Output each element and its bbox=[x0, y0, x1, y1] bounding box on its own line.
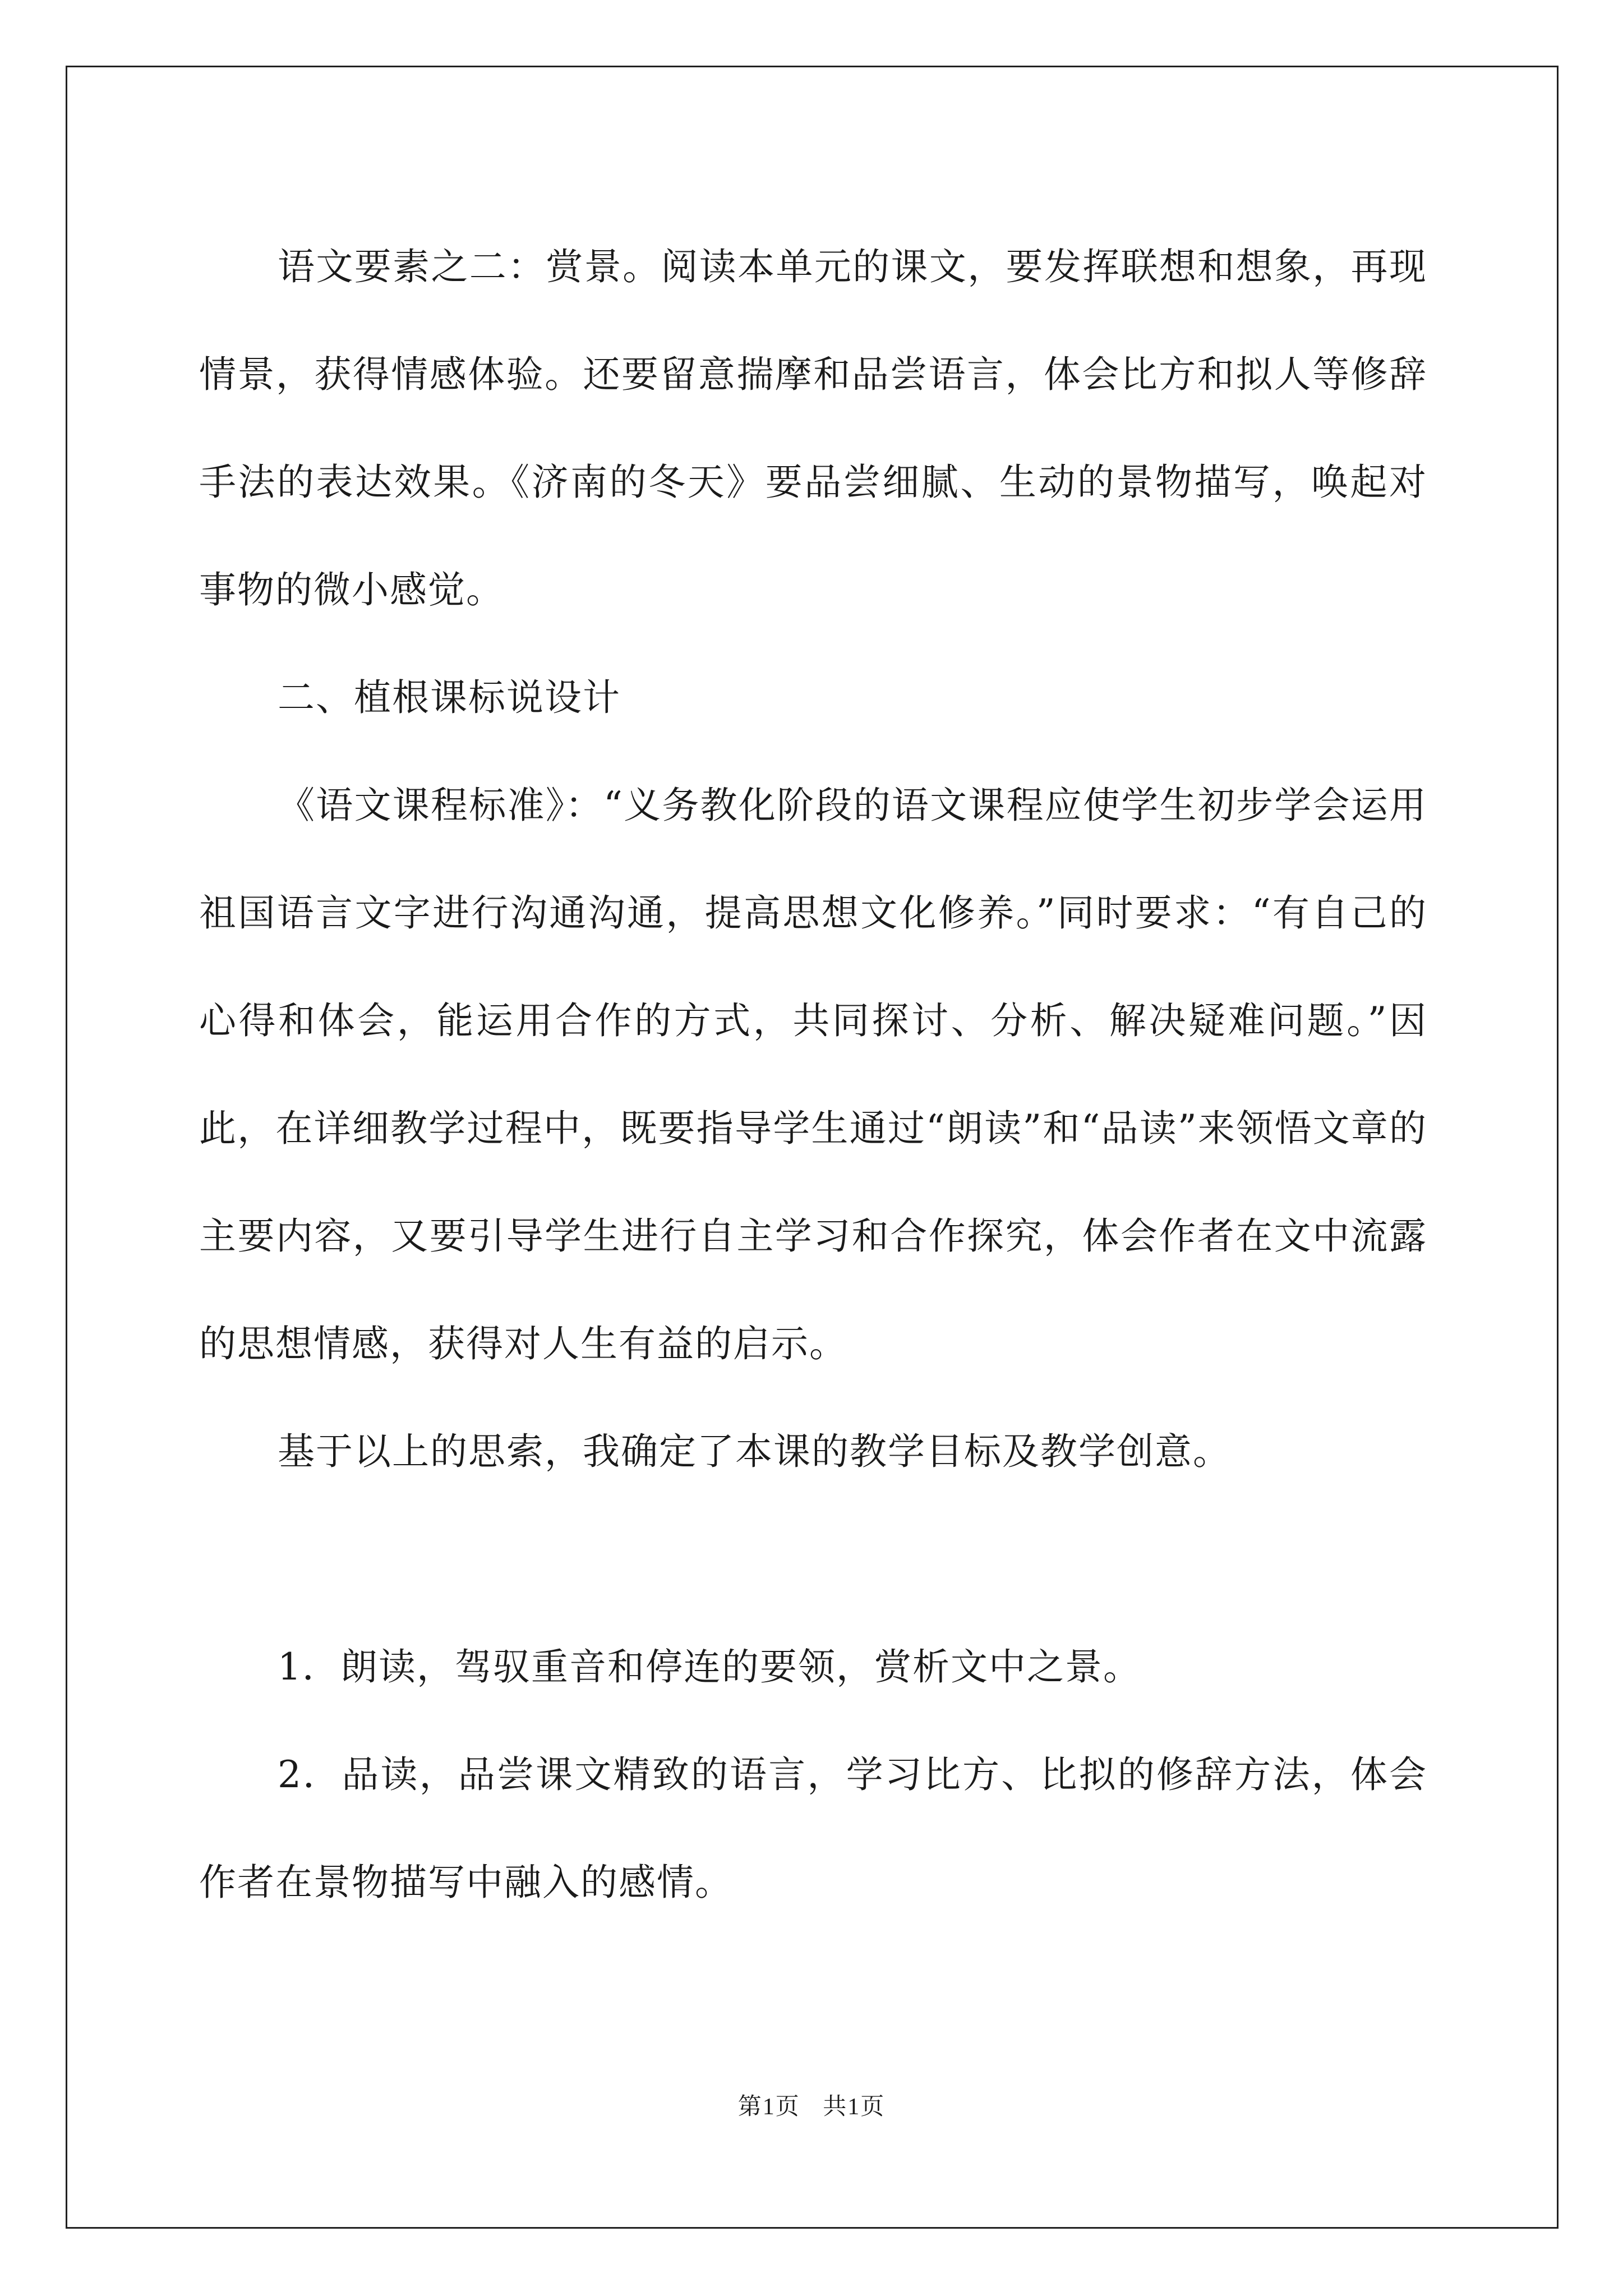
page-footer bbox=[0, 2088, 1623, 2122]
page-total: 共1页 bbox=[823, 2094, 886, 2120]
document-body bbox=[199, 213, 1427, 1936]
paragraph-appreciate-scenery: 语文要素之二：赏景。阅读本单元的课文，要发挥联想和想象，再现情景，获得情感体验。还要留意揣摩和品尝语言，体会比方和拟人等修辞手法的表达效果。《济南的冬天》要品尝细腻、生动的景物描写，唤起对事物的微小感觉。 bbox=[199, 245, 1427, 611]
objective-item-1: 1．朗读，驾驭重音和停连的要领，赏析文中之景。 bbox=[278, 1645, 1141, 1688]
section-heading-curriculum: 二、植根课标说设计 bbox=[278, 676, 621, 719]
page-number: 第1页 bbox=[737, 2094, 800, 2120]
paragraph-conclusion: 基于以上的思索，我确定了本课的教学目标及教学创意。 bbox=[278, 1430, 1231, 1473]
blank-line bbox=[199, 1506, 1427, 1613]
paragraph-curriculum-standard: 《语文课程标准》：“义务教化阶段的语文课程应使学生初步学会运用祖国语言文字进行沟通沟通，提高思想文化修养。”同时要求：“有自己的心得和体会，能运用合作的方式，共同探讨、分析、解决疑难问题。”因此，在详细教学过程中，既要指导学生通过“朗读”和“品读”来领悟文章的主要内容，又要引导学生进行自主学习和合作探究，体会作者在文中流露的思想情感，获得对人生有益的启示。 bbox=[199, 784, 1427, 1365]
objective-item-2: 2．品读，品尝课文精致的语言，学习比方、比拟的修辞方法，体会作者在景物描写中融入的感情。 bbox=[199, 1753, 1427, 1904]
